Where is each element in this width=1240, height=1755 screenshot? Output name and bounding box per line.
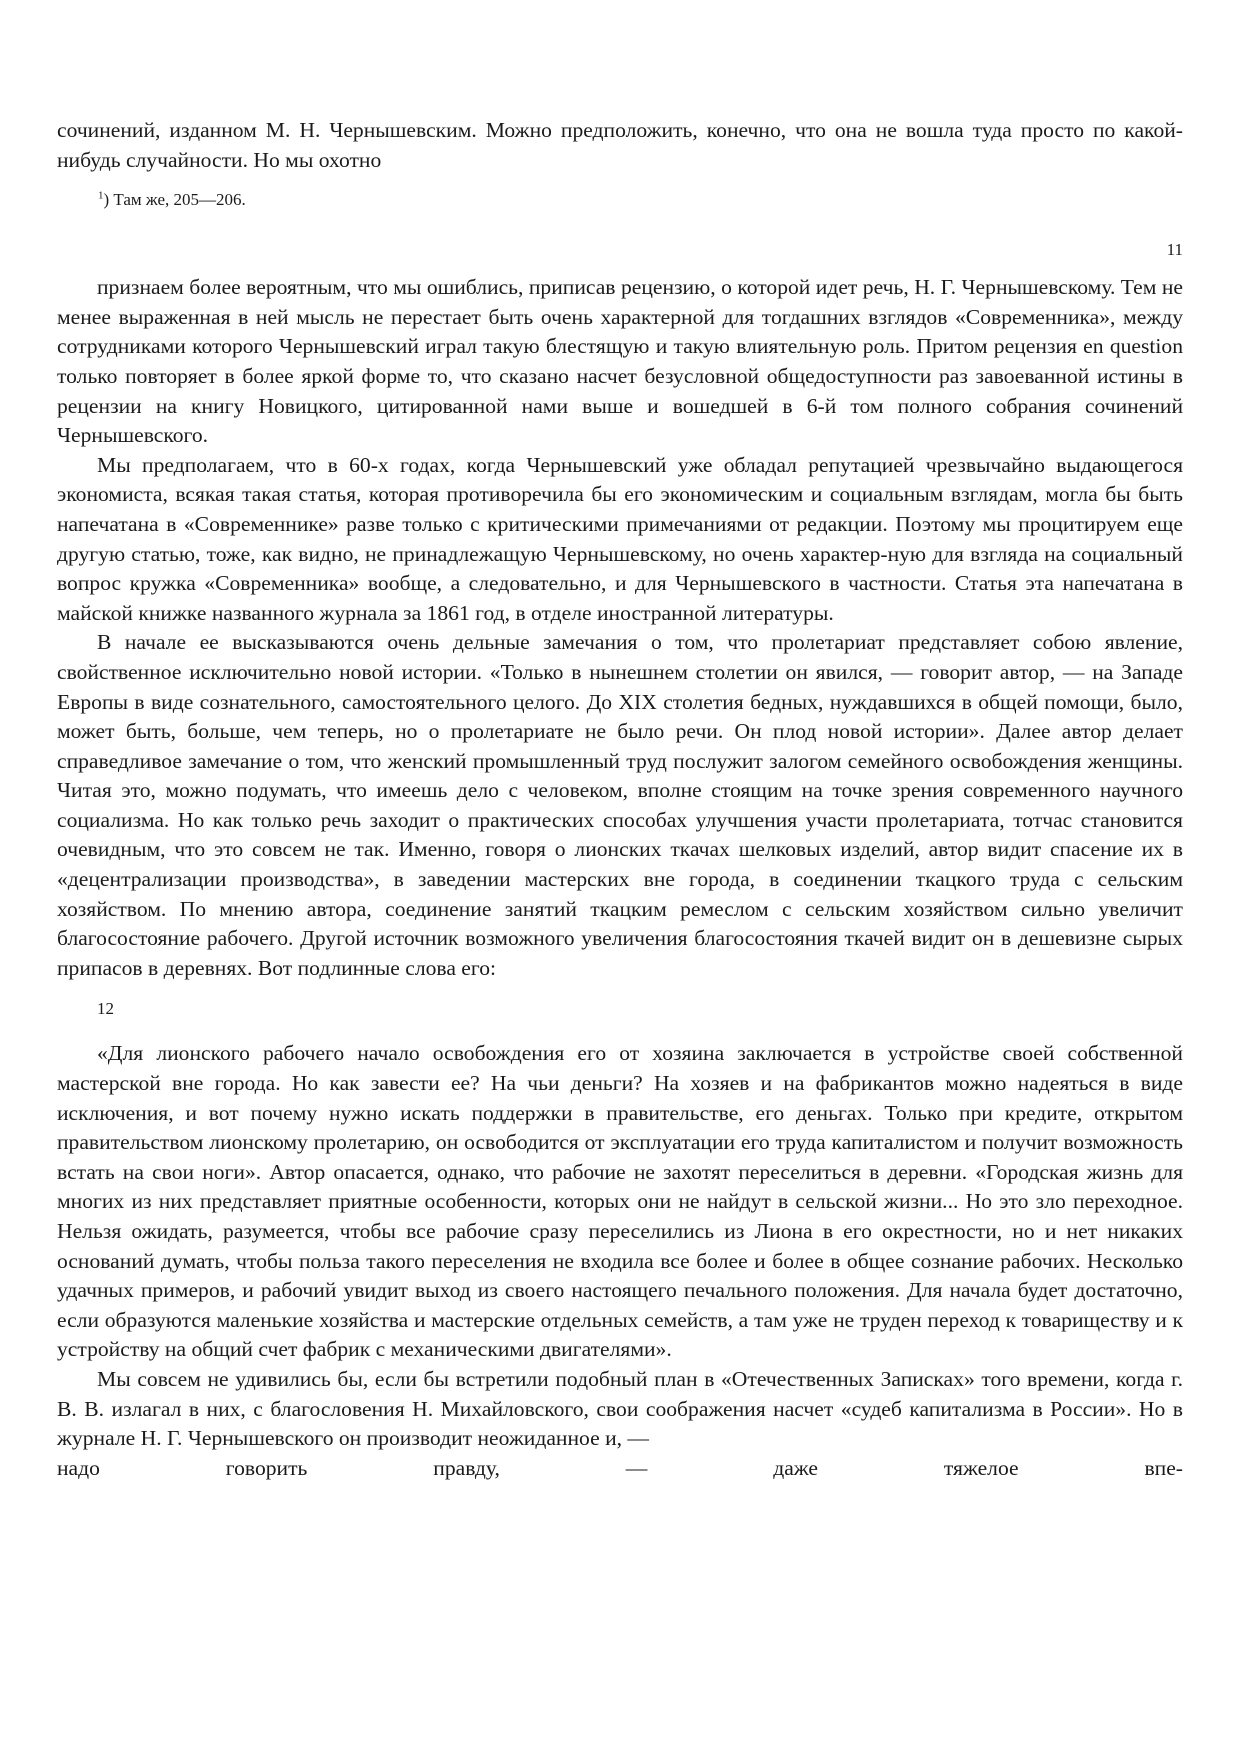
last-line-word: правду, xyxy=(433,1455,500,1480)
last-line-word: надо xyxy=(57,1455,100,1480)
last-line-word: впе- xyxy=(1144,1455,1183,1480)
page-number-12: 12 xyxy=(97,999,114,1019)
paragraph-p11-3: В начале ее высказываются очень дельные замечания о том, что пролетариат представляет собою явление, свойственное исключительно новой истории. «Только в нынешнем столетии он явился, — говорит автор, — на Западе Европы в виде сознательного, самостоятельного целого. До XIX столетия бедных, нуждавшихся в общей помощи, было, может быть, больше, чем теперь, но о пролетариате не было речи. Он плод новой истории». Далее автор делает справедливое замечание о том, что женский промышленный труд послужит залогом семейного освобождения женщины. Читая это, можно подумать, что имеешь дело с человеком, вполне стоящим на точке зрения современного научного социализма. Но как только речь заходит о практических способах улучшения участи пролетариата, тотчас становится очевидным, что это совсем не так. Именно, говоря о лионских ткачах шелковых изделий, автор видит спасение их в «децентрализации производства», в заведении мастерских вне города, в соединении ткацкого труда с сельским хозяйством. По мнению автора, соединение занятий ткацким ремеслом с сельским хозяйством сильно увеличит благосостояние рабочего. Другой источник возможного увеличения благосостояния ткачей видит он в дешевизне сырых припасов в деревнях. Вот подлинные слова его: xyxy=(57,630,1183,980)
footnote xyxy=(98,189,1183,211)
last-line-word: говорить xyxy=(225,1455,308,1480)
paragraph-p11-2: Мы предполагаем, что в 60-х годах, когда Чернышевский уже обладал репутацией чрезвычайно выдающегося экономиста, всякая такая статья, которая противоречила бы его экономическим и социальным взглядам, могла бы быть напечатана в «Современнике» разве только с критическими примечаниями от редакции. Поэтому мы процитируем еще другую статью, тоже, как видно, не принадлежащую Чернышевскому, но очень характер-ную для взгляда на социальный вопрос кружка «Современника» вообще, а следовательно, и для Чернышевского в частности. Статья эта напечатана в майской книжке названного журнала за 1861 год, в отделе иностранной литературы. xyxy=(57,452,1183,625)
footnote-marker: 1 xyxy=(98,189,104,202)
top-paragraph: сочинений, изданном М. Н. Чернышевским. Можно предположить, конечно, что она не вошла туда просто по какой-нибудь случайности. Но мы охотно xyxy=(57,118,1183,172)
last-line xyxy=(57,1454,1183,1484)
paragraph-p11-1: признаем более вероятным, что мы ошиблись, приписав рецензию, о которой идет речь, Н. Г. Чернышевскому. Тем не менее выраженная в ней мысль не перестает быть очень характерной для тогдашних взглядов «Современника», между сотрудниками которого Чернышевский играл такую блестящую и такую влиятельную роль. Притом рецензия en question только повторяет в более яркой форме то, что сказано насчет безусловной общедоступности раз завоеванной истины в рецензии на книгу Новицкого, цитированной нами выше и вошедшей в 6-й том полного собрания сочинений Чернышевского. xyxy=(57,275,1183,448)
document-page xyxy=(57,116,1183,1483)
footnote-text: ) Там же, 205—206. xyxy=(103,190,246,210)
last-line-word: тяжелое xyxy=(943,1455,1019,1480)
last-line-word: даже xyxy=(773,1455,818,1480)
paragraph-p12-2: Мы совсем не удивились бы, если бы встретили подобный план в «Отечественных Записках» того времени, когда г. В. В. излагал в них, с благословения Н. Михайловского, свои соображения насчет «судеб капитализма в России». Но в журнале Н. Г. Чернышевского он производит неожиданное и, — xyxy=(57,1366,1183,1451)
last-line-word: — xyxy=(625,1455,648,1480)
paragraph-p12-1: «Для лионского рабочего начало освобождения его от хозяина заключается в устройстве своей собственной мастерской вне города. Но как завести ее? На чьи деньги? На хозяев и на фабрикантов можно надеяться в виде исключения, и вот почему нужно искать поддержки в правительстве, его деньгах. Только при кредите, открытом правительством лионскому пролетарию, он освободится от эксплуатации его труда капиталистом и получит возможность встать на свои ноги». Автор опасается, однако, что рабочие не захотят переселиться в деревни. «Городская жизнь для многих из них представляет приятные особенности, которых они не найдут в сельской жизни... Но это зло переходное. Нельзя ожидать, разумеется, чтобы все рабочие сразу переселились из Лиона в его окрестности, но и нет никаких оснований думать, чтобы польза такого переселения не входила все более и более в общее сознание рабочих. Несколько удачных примеров, и рабочий увидит выход из своего настоящего печального положения. Для начала будет достаточно, если образуются маленькие хозяйства и мастерские отдельных семейств, а там уже не труден переход к товариществу и к устройству на общий счет фабрик с механическими двигателями». xyxy=(57,1041,1183,1362)
page-number-11: 11 xyxy=(1166,240,1183,260)
